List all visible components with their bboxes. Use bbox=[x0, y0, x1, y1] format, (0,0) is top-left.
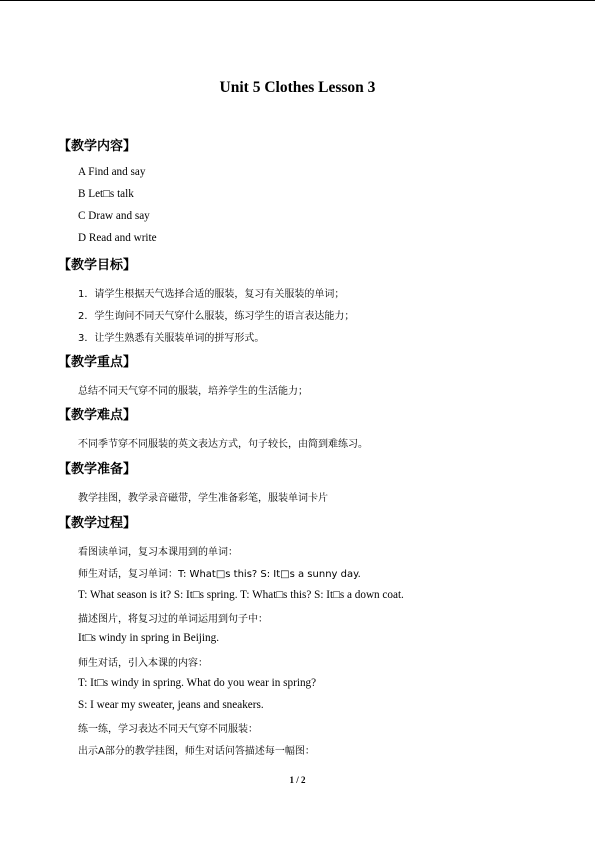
process-line-6: 师生对话，引入本课的内容： bbox=[78, 658, 208, 669]
process-line-9: 练一练，学习表达不同天气穿不同服装： bbox=[78, 724, 258, 735]
process-line-7: T: It□s windy in spring. What do you wear in spring? bbox=[78, 677, 317, 689]
objective-line-1: 1．请学生根据天气选择合适的服装，复习有关服装的单词； bbox=[78, 289, 345, 300]
page-number: 1 / 2 bbox=[289, 775, 306, 785]
content-line-4: D Read and write bbox=[78, 232, 157, 244]
process-line-4: 描述图片，将复习过的单词运用到句子中： bbox=[78, 614, 268, 625]
process-line-3: T: What season is it? S: It□s spring. T: What□s this? S: It□s a down coat. bbox=[78, 589, 404, 601]
content-line-2: B Let□s talk bbox=[78, 188, 134, 200]
objective-line-3: 3．让学生熟悉有关服装单词的拼写形式。 bbox=[78, 333, 265, 344]
process-line-2: 师生对话，复习单词：T: What□s this? S: It□s a sunny day. bbox=[78, 569, 361, 580]
section-heading-objectives: 【教学目标】 bbox=[58, 258, 137, 273]
content-line-1: A Find and say bbox=[78, 166, 146, 178]
top-rule bbox=[0, 0, 595, 1]
content-line-3: C Draw and say bbox=[78, 210, 150, 222]
difficulty-line-1: 不同季节穿不同服装的英文表达方式，句子较长，由简到难练习。 bbox=[78, 439, 368, 450]
preparation-line-1: 教学挂图，教学录音磁带，学生准备彩笔，服装单词卡片 bbox=[78, 493, 328, 504]
section-heading-preparation: 【教学准备】 bbox=[58, 462, 137, 477]
section-heading-difficulties: 【教学难点】 bbox=[58, 408, 137, 423]
process-line-1: 看图读单词，复习本课用到的单词： bbox=[78, 547, 238, 558]
objective-line-2: 2．学生询问不同天气穿什么服装，练习学生的语言表达能力； bbox=[78, 311, 355, 322]
page-title: Unit 5 Clothes Lesson 3 bbox=[219, 79, 376, 96]
key-point-line-1: 总结不同天气穿不同的服装，培养学生的生活能力； bbox=[78, 386, 308, 397]
section-heading-key-points: 【教学重点】 bbox=[58, 355, 137, 370]
process-line-8: S: I wear my sweater, jeans and sneakers. bbox=[78, 699, 264, 711]
section-heading-process: 【教学过程】 bbox=[58, 516, 137, 531]
section-heading-content: 【教学内容】 bbox=[58, 139, 137, 154]
process-line-5: It□s windy in spring in Beijing. bbox=[78, 632, 220, 644]
process-line-10: 出示A部分的教学挂图，师生对话问答描述每一幅图： bbox=[78, 746, 315, 757]
